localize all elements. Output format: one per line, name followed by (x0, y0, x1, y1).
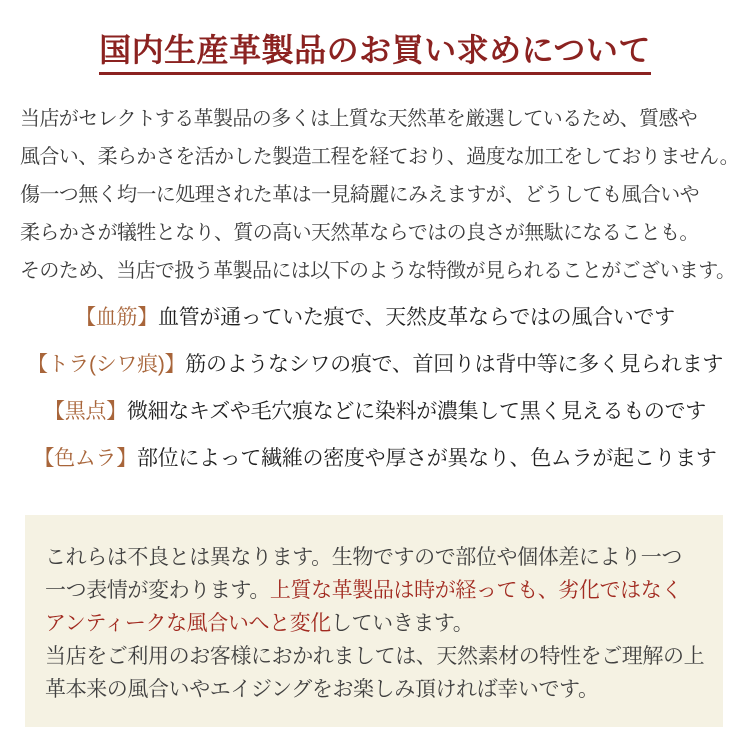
feature-desc: 部位によって繊維の密度や厚さが異なり、色ムラが起こります (136, 446, 717, 470)
feature-list (0, 294, 750, 482)
note-text: していきます。 (330, 610, 474, 635)
feature-item-kokuten (0, 388, 750, 435)
page-title-text: 国内生産革製品のお買い求めについて (99, 32, 651, 75)
note-text: これらは不良とは異なります。生物ですので部位や個体差により一つ (45, 544, 682, 569)
feature-desc: 微細なキズや毛穴痕などに染料が濃集して黒く見えるものです (126, 399, 706, 423)
note-line (45, 673, 703, 706)
page-title (0, 0, 750, 75)
feature-label: 【血筋】 (75, 305, 158, 329)
note-line (45, 607, 703, 640)
feature-label: 【色ムラ】 (33, 446, 137, 470)
note-text: 当店をご利用のお客様におかれましては、天然素材の特性をご理解の上 (45, 643, 705, 668)
feature-desc: 血管が通っていた痕で、天然皮革ならではの風合いです (157, 305, 675, 329)
intro-line: 当店がセレクトする革製品の多くは上質な天然革を厳選しているため、質感や (20, 107, 698, 130)
feature-item-iromura (0, 435, 750, 482)
intro-line: そのため、当店で扱う革製品には以下のような特徴が見られることがございます。 (20, 259, 736, 282)
feature-label: 【黒点】 (44, 399, 127, 423)
feature-item-tora (0, 341, 750, 388)
feature-desc: 筋のようなシワの痕で、首回りは背中等に多く見られます (185, 352, 724, 376)
feature-label: 【トラ(シワ痕)】 (26, 352, 186, 376)
note-box (25, 515, 723, 727)
note-text: 革本来の風合いやエイジングをお楽しみ頂ければ幸いです。 (45, 676, 599, 701)
intro-line: 風合い、柔らかさを活かした製造工程を経ており、過度な加工をしておりません。 (20, 145, 739, 168)
note-line (45, 574, 703, 607)
note-text: 一つ表情が変わります。 (45, 577, 270, 602)
note-line (45, 640, 703, 673)
intro-paragraph (20, 100, 740, 290)
note-text-highlight: アンティークな風合いへと変化 (45, 610, 331, 635)
note-text-highlight: 上質な革製品は時が経っても、劣化ではなく (269, 577, 682, 602)
intro-line: 傷一つ無く均一に処理された革は一見綺麗にみえますが、どうしても風合いや (20, 183, 699, 206)
note-line (45, 541, 703, 574)
feature-item-chisuji (0, 294, 750, 341)
intro-line: 柔らかさが犠牲となり、質の高い天然革ならではの良さが無駄になることも。 (20, 221, 699, 244)
